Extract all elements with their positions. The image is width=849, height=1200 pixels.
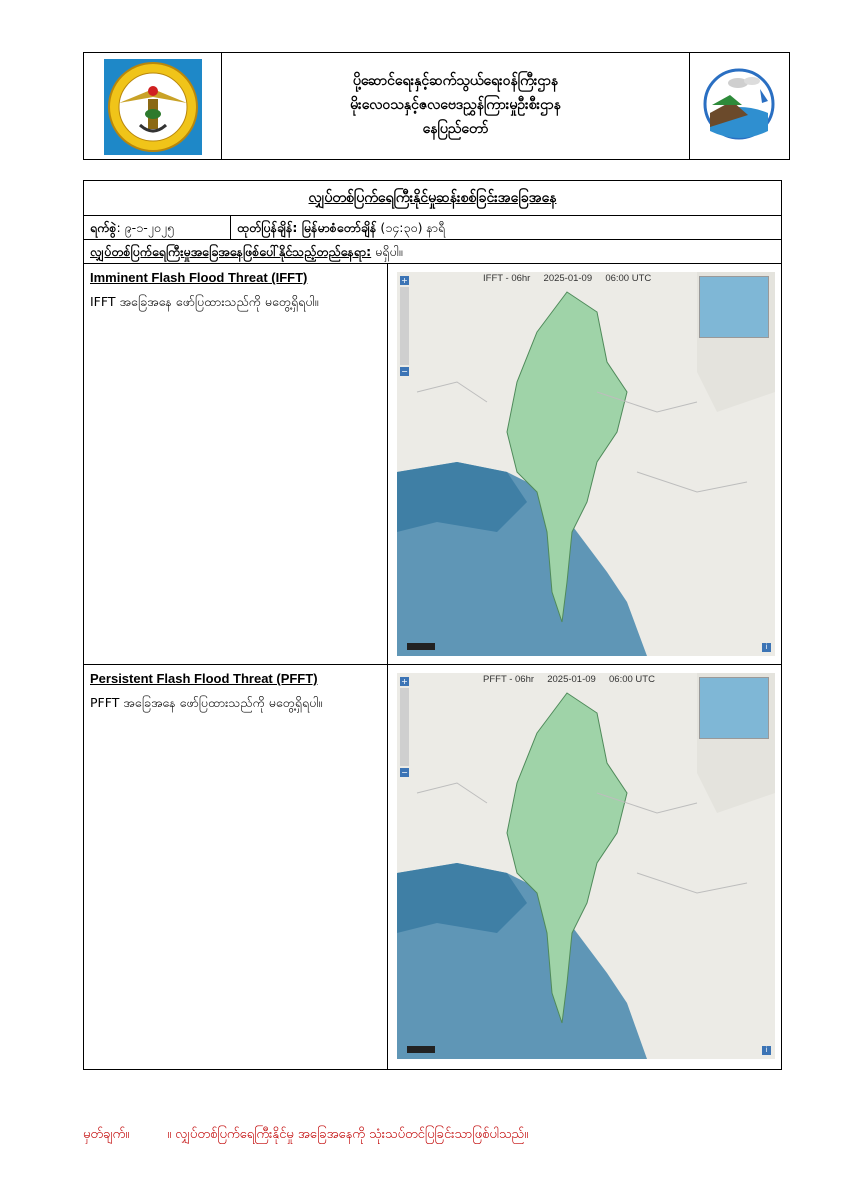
date-row [84,216,781,240]
info-icon[interactable]: i [762,643,771,652]
date [90,220,174,239]
footer-note [83,1126,528,1145]
ministry-logo [104,59,202,155]
department-name: မိုးလေဝသနှင့်ဇလဗေဒညွှန်ကြားမှုဦးစီးဌာန [350,97,561,113]
ifft-title: Imminent Flash Flood Threat (IFFT) [90,270,308,285]
issue-time [237,220,445,239]
ifft-scale-bar [407,643,435,650]
dmh-logo [702,61,776,147]
bulletin-title: လျှပ်တစ်ပြက်ရေကြီးနိုင်မှုဆန်းစစ်ခြင်းအခြေအနေ [308,190,557,206]
ifft-text-cell [84,264,388,664]
date-value: : ၉-၁-၂၀၂၅ [116,220,175,235]
header-logo-cell-left [84,53,222,159]
zoom-out-icon[interactable]: − [401,367,408,376]
info-icon[interactable]: i [762,1046,771,1055]
ifft-map[interactable] [397,272,775,656]
ministry-name: ပို့ဆောင်ရေးနှင့်ဆက်သွယ်ရေးဝန်ကြီးဌာန [352,73,559,89]
pfft-zoom-control[interactable] [400,677,409,779]
note-label: မှတ်ချက်။ [83,1127,130,1142]
pfft-inset-map [699,677,769,739]
issue-time-value: (၁၄:၃၀) နာရီ [376,220,446,235]
ifft-zoom-control[interactable] [400,276,409,378]
bulletin-table [83,180,782,1070]
zoom-slider[interactable] [400,287,409,365]
header-table [83,52,790,160]
pfft-map[interactable] [397,673,775,1059]
zoom-slider[interactable] [400,688,409,766]
pfft-scale-bar [407,1046,435,1053]
issue-time-label: ထုတ်ပြန်ချိန်: မြန်မာစံတော်ချိန် [237,220,377,235]
ifft-section [84,264,781,665]
note-text: ။ လျှပ်တစ်ပြက်ရေကြီးနိုင်မှု အခြေအနေကို သုံးသပ်တင်ပြခြင်းသာဖြစ်ပါသည်။ [167,1127,529,1142]
pfft-section [84,665,781,1069]
pfft-description: PFFT အခြေအနေ ဖော်ပြထားသည်ကို မတွေ့ရှိရပါ။ [90,695,323,710]
threat-location-label: လျှပ်တစ်ပြက်ရေကြီးမှုအခြေအနေဖြစ်ပေါ်နိုင်သည့်တည်နေရာ: [90,244,372,259]
bulletin-title-row [84,181,781,216]
header-title-cell [222,53,690,159]
pfft-map-label: PFFT - 06hr 2025-01-09 06:00 UTC [483,674,655,685]
header-logo-cell-right [690,53,789,159]
ifft-map-label: IFFT - 06hr 2025-01-09 06:00 UTC [483,273,652,284]
threat-location [90,244,403,263]
ifft-inset-map [699,276,769,338]
zoom-in-icon[interactable]: + [401,276,408,285]
date-divider [230,216,231,239]
pfft-text-cell [84,665,388,1069]
threat-location-value: မရှိပါ။ [371,244,403,259]
zoom-out-icon[interactable]: − [401,768,408,777]
threat-location-row [84,240,781,264]
zoom-in-icon[interactable]: + [401,677,408,686]
ifft-description: IFFT အခြေအနေ ဖော်ပြထားသည်ကို မတွေ့ရှိရပါ။ [90,294,319,309]
date-label: ရက်စွဲ [90,220,117,235]
pfft-title: Persistent Flash Flood Threat (PFFT) [90,671,318,686]
city-name: နေပြည်တော် [422,121,489,137]
